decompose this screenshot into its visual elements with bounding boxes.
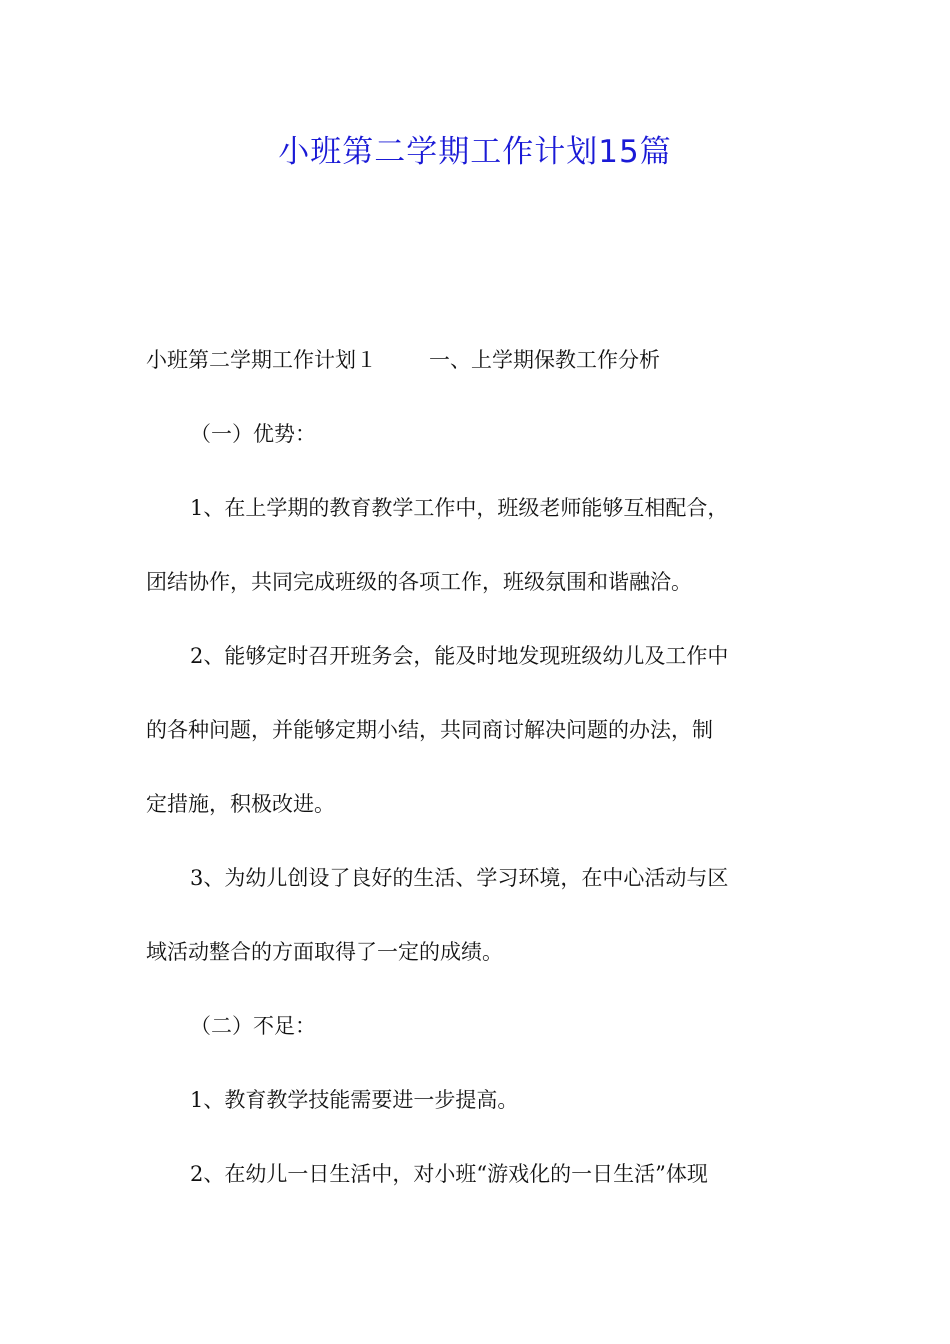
document-title: 小班第二学期工作计划15篇 — [278, 134, 672, 170]
document-body — [146, 338, 810, 1226]
paragraph-line: 2、在幼儿一日生活中，对小班“游戏化的一日生活”体现 — [190, 1162, 708, 1186]
paragraph-line: 的各种问题，并能够定期小结，共同商讨解决问题的办法，制 — [146, 718, 713, 742]
paragraph-line: 3、为幼儿创设了良好的生活、学习环境，在中心活动与区 — [190, 866, 729, 890]
paragraph-line: 1、在上学期的教育教学工作中，班级老师能够互相配合， — [190, 496, 729, 520]
section-heading: 小班第二学期工作计划１ — [146, 348, 377, 372]
paragraph-line: 域活动整合的方面取得了一定的成绩。 — [146, 940, 503, 964]
paragraph-line: （二）不足： — [190, 1014, 316, 1038]
paragraph-line — [146, 338, 810, 412]
paragraph-line: （一）优势： — [190, 422, 316, 446]
paragraph-line: 团结协作，共同完成班级的各项工作，班级氛围和谐融洽。 — [146, 570, 692, 594]
subsection-heading: 一、上学期保教工作分析 — [429, 348, 660, 372]
paragraph-line: 1、教育教学技能需要进一步提高。 — [190, 1088, 519, 1112]
paragraph-line: 定措施，积极改进。 — [146, 792, 335, 816]
paragraph-line: 2、能够定时召开班务会，能及时地发现班级幼儿及工作中 — [190, 644, 729, 668]
